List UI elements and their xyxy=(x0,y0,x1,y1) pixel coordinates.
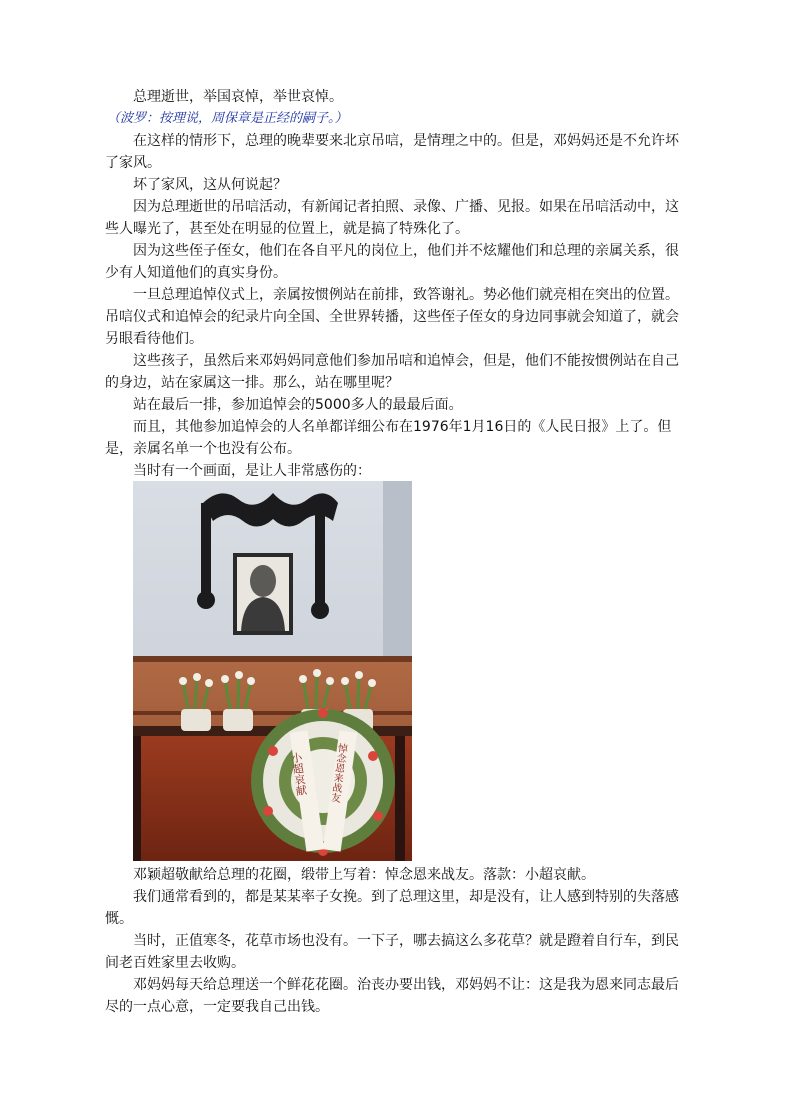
editor-note: （波罗：按理说，周保章是正经的嗣子。） xyxy=(107,111,348,126)
memorial-photo xyxy=(133,481,412,861)
paragraph-3: 坏了家风，这从何说起？ xyxy=(105,177,287,193)
wreath-ribbon-right-text: 悼念恩来战友 xyxy=(327,742,348,803)
paragraph-1: 总理逝世，举国哀悼，举世哀悼。 xyxy=(105,89,343,105)
paragraph-8: 站在最后一排，参加追悼会的5000多人的最最后面。 xyxy=(105,397,463,413)
paragraph-5: 因为这些侄子侄女，他们在各自平凡的岗位上，他们并不炫耀他们和总理的亲属关系，很少有人知道他们的真实身份。 xyxy=(105,243,679,281)
paragraph-2: 在这样的情形下，总理的晚辈要来北京吊唁，是情理之中的。但是，邓妈妈还是不允许坏了家风。 xyxy=(105,133,679,171)
paragraph-10: 当时有一个画面，是让人非常感伤的： xyxy=(105,463,371,479)
paragraph-6: 一旦总理追悼仪式上，亲属按惯例站在前排，致答谢礼。势必他们就亮相在突出的位置。吊唁仪式和追悼会的纪录片向全国、全世界转播，这些侄子侄女的身边同事就会知道了，就会另眼看待他们。 xyxy=(105,287,679,347)
paragraph-7: 这些孩子，虽然后来邓妈妈同意他们参加吊唁和追悼会，但是，他们不能按惯例站在自己的身边，站在家属这一排。那么，站在哪里呢？ xyxy=(105,353,679,391)
wreath-ribbon-left-text: 小超哀献 xyxy=(289,751,309,797)
paragraph-12: 当时，正值寒冬，花草市场也没有。一下子，哪去搞这么多花草？就是蹬着自行车，到民间老百姓家里去收购。 xyxy=(105,933,679,971)
paragraph-9: 而且，其他参加追悼会的人名单都详细公布在1976年1月16日的《人民日报》上了。但是，亲属名单一个也没有公布。 xyxy=(105,419,672,457)
paragraph-4: 因为总理逝世的吊唁活动，有新闻记者拍照、录像、广播、见报。如果在吊唁活动中，这些人曝光了，甚至处在明显的位置上，就是搞了特殊化了。 xyxy=(105,199,679,237)
paragraph-11: 我们通常看到的，都是某某率子女挽。到了总理这里，却是没有，让人感到特别的失落感慨。 xyxy=(105,889,679,927)
photo-caption: 邓颖超敬献给总理的花圈，缎带上写着：悼念恩来战友。落款：小超哀献。 xyxy=(133,867,595,883)
paragraph-13: 邓妈妈每天给总理送一个鲜花花圈。治丧办要出钱，邓妈妈不让：这是我为恩来同志最后尽的一点心意，一定要我自己出钱。 xyxy=(105,977,679,1015)
